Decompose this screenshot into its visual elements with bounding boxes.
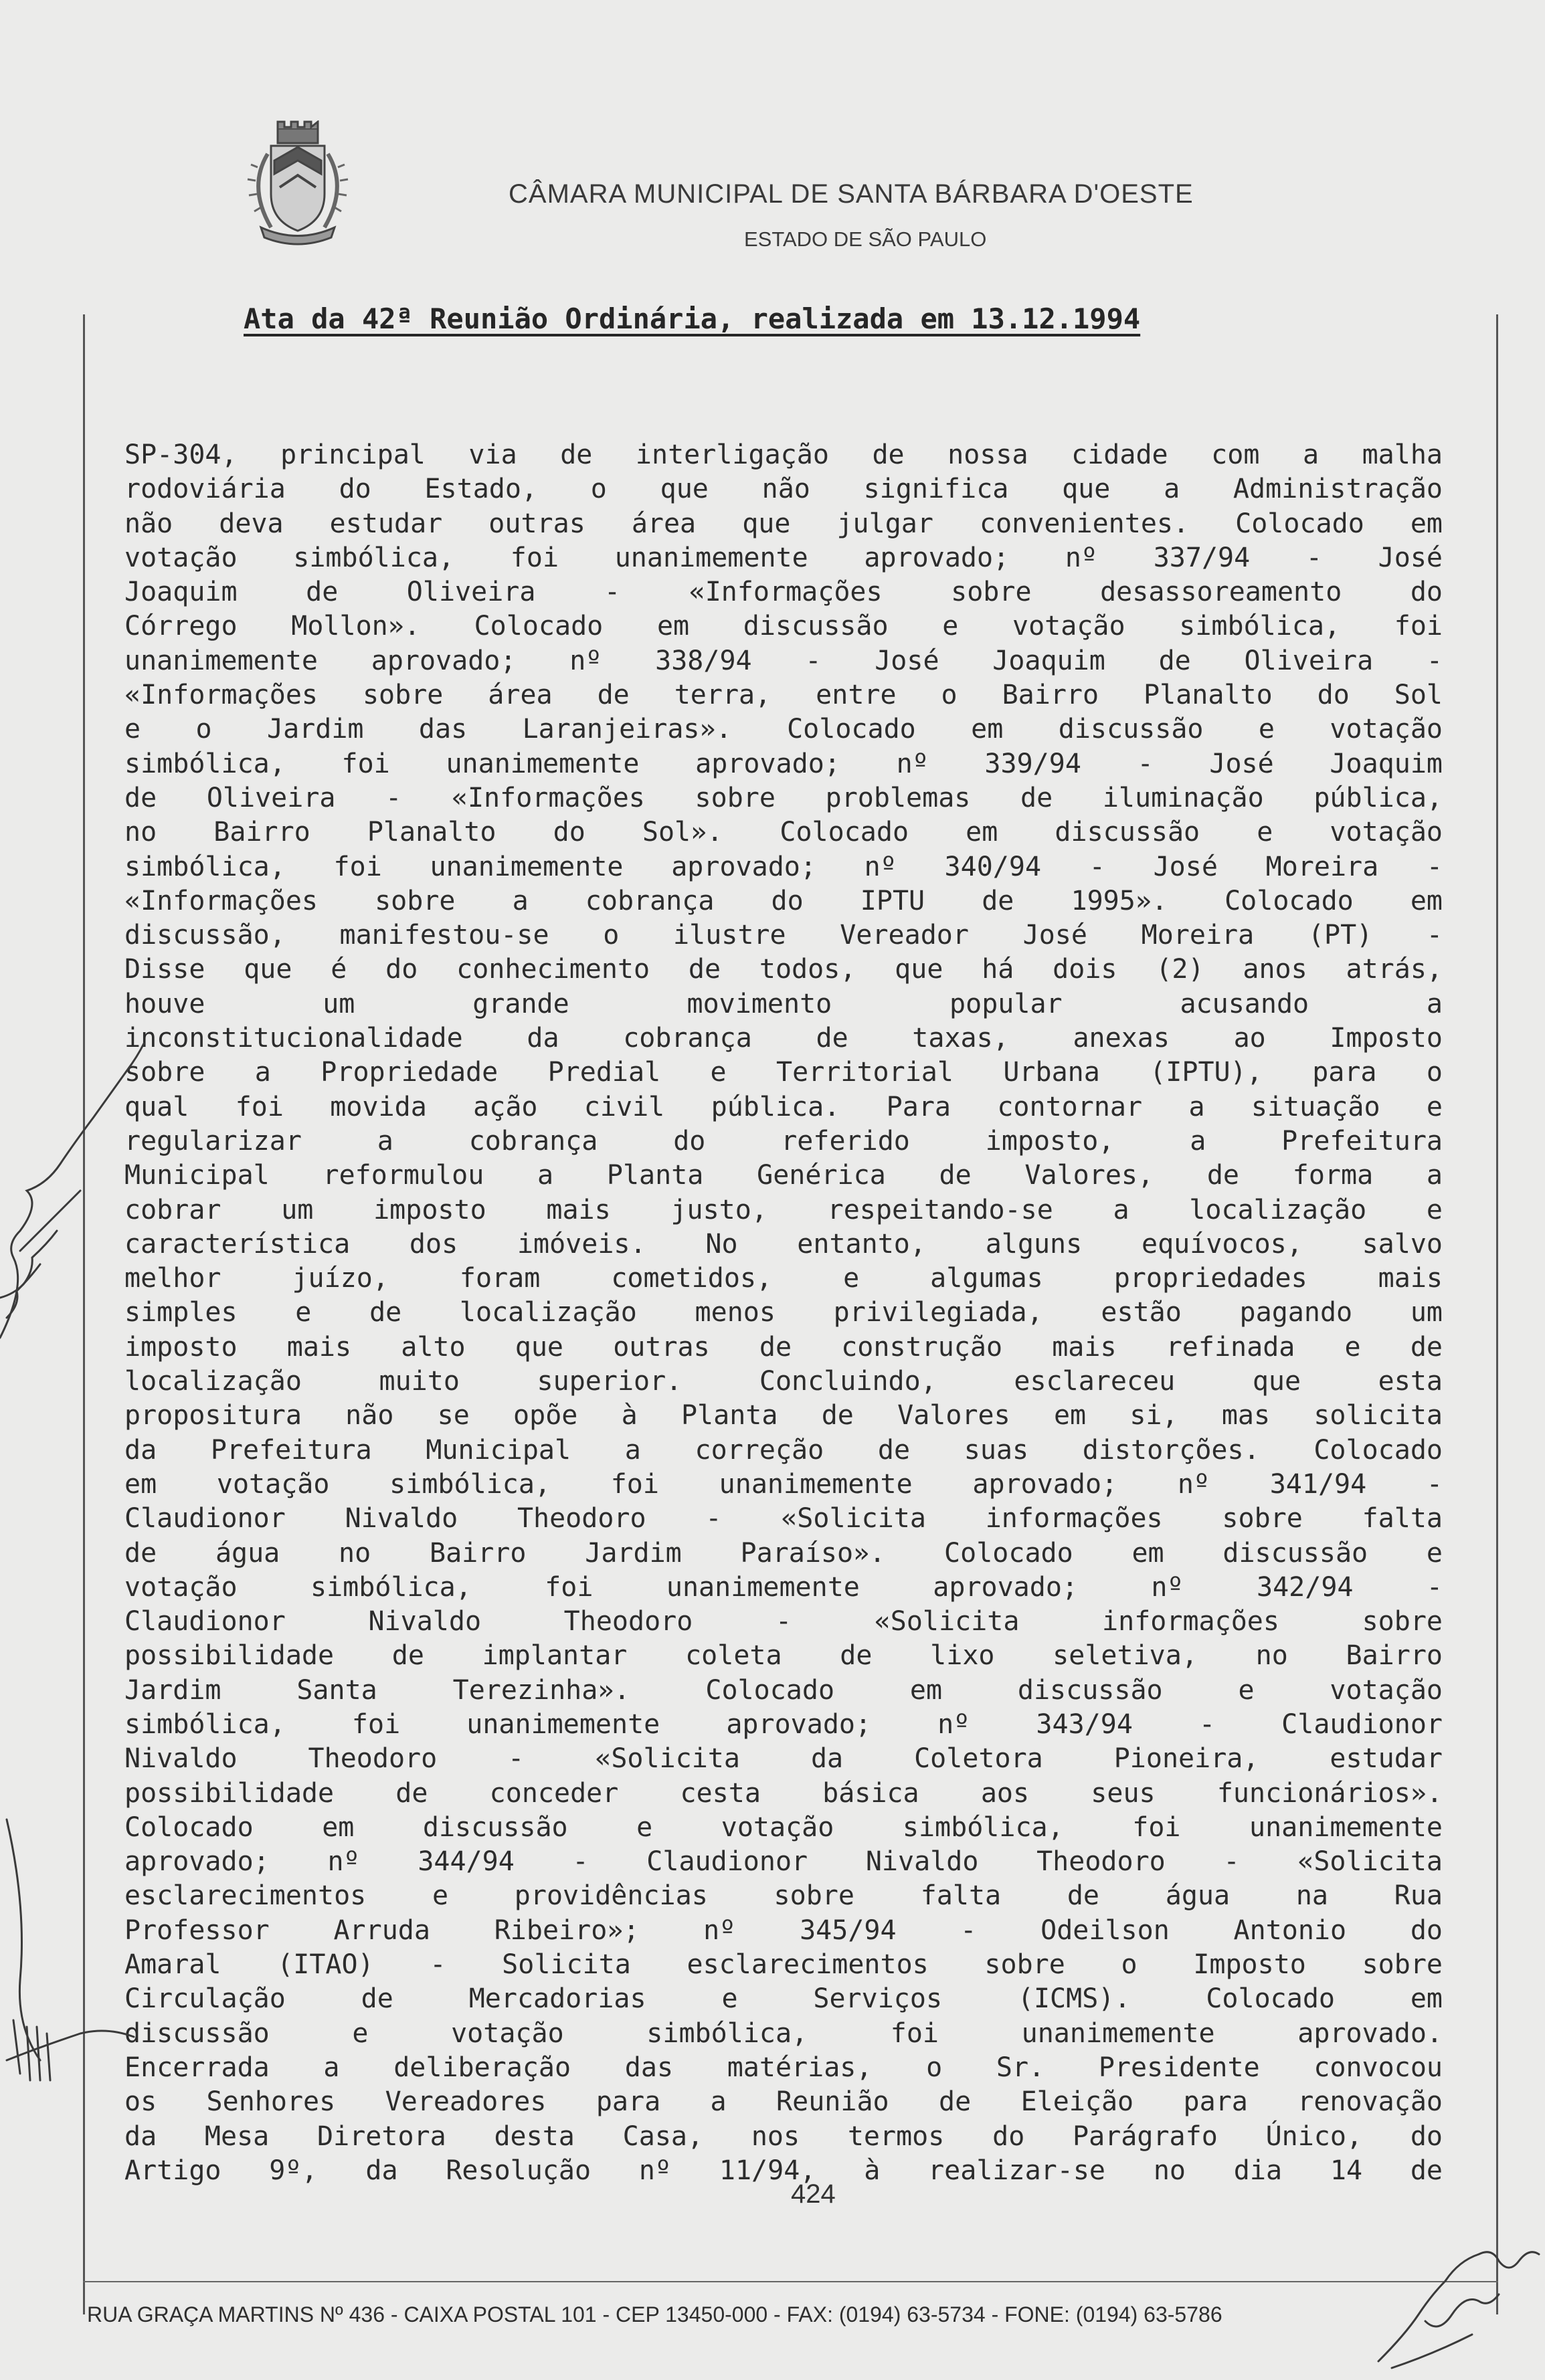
- body-line: SP-304, principal via de interligação de nossa cidade com a malha: [124, 439, 1443, 470]
- body-line: de Oliveira - «Informações sobre problemas de iluminação pública,: [124, 782, 1443, 813]
- body-line: simbólica, foi unanimemente aprovado; nº 339/94 - José Joaquim: [124, 748, 1443, 779]
- body-line: Jardim Santa Terezinha». Colocado em discussão e votação: [124, 1674, 1443, 1706]
- institution-name: CÂMARA MUNICIPAL DE SANTA BÁRBARA D'OESTE: [509, 179, 1194, 209]
- body-line: de água no Bairro Jardim Paraíso». Colocado em discussão e: [124, 1537, 1443, 1569]
- body-line: os Senhores Vereadores para a Reunião de Eleição para renovação: [124, 2086, 1443, 2118]
- body-line: esclarecimentos e providências sobre falta de água na Rua: [124, 1880, 1443, 1912]
- body-line: discussão, manifestou-se o ilustre Vereador José Moreira (PT) -: [124, 920, 1443, 951]
- body-line: Municipal reformulou a Planta Genérica de Valores, de forma a: [124, 1160, 1443, 1191]
- body-line: no Bairro Planalto do Sol». Colocado em discussão e votação: [124, 817, 1443, 848]
- page-number: 424: [791, 2179, 836, 2209]
- body-line: característica dos imóveis. No entanto, alguns equívocos, salvo: [124, 1228, 1443, 1260]
- body-line: melhor juízo, foram cometidos, e algumas propriedades mais: [124, 1263, 1443, 1294]
- body-line: inconstitucionalidade da cobrança de taxas, anexas ao Imposto: [124, 1023, 1443, 1054]
- body-line: em votação simbólica, foi unanimemente aprovado; nº 341/94 -: [124, 1468, 1443, 1500]
- body-line: cobrar um imposto mais justo, respeitando-se a localização e: [124, 1194, 1443, 1225]
- body-line: não deva estudar outras área que julgar convenientes. Colocado em: [124, 508, 1443, 539]
- right-margin-rule: [1496, 314, 1498, 2314]
- body-line: possibilidade de conceder cesta básica aos seus funcionários».: [124, 1777, 1443, 1809]
- institution-state: ESTADO DE SÃO PAULO: [744, 227, 987, 251]
- body-line: da Prefeitura Municipal a correção de suas distorções. Colocado: [124, 1434, 1443, 1466]
- body-line: Córrego Mollon». Colocado em discussão e votação simbólica, foi: [124, 611, 1443, 642]
- body-line: imposto mais alto que outras de construção mais refinada e de: [124, 1331, 1443, 1363]
- body-line: Amaral (ITAO) - Solicita esclarecimentos sobre o Imposto sobre: [124, 1949, 1443, 1981]
- body-line: Professor Arruda Ribeiro»; nº 345/94 - Odeilson Antonio do: [124, 1914, 1443, 1946]
- body-line: Disse que é do conhecimento de todos, que há dois (2) anos atrás,: [124, 954, 1443, 985]
- body-line: propositura não se opõe à Planta de Valores em si, mas solicita: [124, 1400, 1443, 1431]
- body-line: simbólica, foi unanimemente aprovado; nº 343/94 - Claudionor: [124, 1708, 1443, 1740]
- body-line: houve um grande movimento popular acusando a: [124, 988, 1443, 1019]
- body-line: qual foi movida ação civil pública. Para contornar a situação e: [124, 1091, 1443, 1122]
- minutes-body: [124, 438, 1443, 2188]
- body-line: e o Jardim das Laranjeiras». Colocado em discussão e votação: [124, 714, 1443, 745]
- coat-of-arms-icon: [241, 120, 355, 247]
- body-line: rodoviária do Estado, o que não significa que a Administração: [124, 474, 1443, 505]
- body-line: Artigo 9º, da Resolução nº 11/94, à realizar-se no dia 14 de: [124, 2155, 1443, 2186]
- body-line: regularizar a cobrança do referido imposto, a Prefeitura: [124, 1125, 1443, 1157]
- margin-initials-icon: [0, 1806, 147, 2141]
- body-line: «Informações sobre área de terra, entre o Bairro Planalto do Sol: [124, 680, 1443, 711]
- body-line: Encerrada a deliberação das matérias, o Sr. Presidente convocou: [124, 2052, 1443, 2083]
- minutes-heading: Ata da 42ª Reunião Ordinária, realizada em 13.12.1994: [244, 302, 1141, 335]
- body-line: Colocado em discussão e votação simbólica, foi unanimemente: [124, 1811, 1443, 1843]
- body-line: Claudionor Nivaldo Theodoro - «Solicita informações sobre: [124, 1606, 1443, 1638]
- body-line: discussão e votação simbólica, foi unanimemente aprovado.: [124, 2017, 1443, 2049]
- body-line: «Informações sobre a cobrança do IPTU de 1995». Colocado em: [124, 885, 1443, 916]
- body-line: localização muito superior. Concluindo, esclareceu que esta: [124, 1366, 1443, 1397]
- body-line: simples e de localização menos privilegiada, estão pagando um: [124, 1297, 1443, 1328]
- body-line: votação simbólica, foi unanimemente aprovado; nº 342/94 -: [124, 1571, 1443, 1603]
- body-line: sobre a Propriedade Predial e Territorial Urbana (IPTU), para o: [124, 1057, 1443, 1088]
- footer-rule: [83, 2281, 1498, 2282]
- body-line: possibilidade de implantar coleta de lixo seletiva, no Bairro: [124, 1640, 1443, 1672]
- body-line: Circulação de Mercadorias e Serviços (ICMS). Colocado em: [124, 1983, 1443, 2015]
- corner-signature-icon: [1365, 2201, 1545, 2380]
- body-line: da Mesa Diretora desta Casa, nos termos do Parágrafo Único, do: [124, 2120, 1443, 2152]
- body-line: simbólica, foi unanimemente aprovado; nº 340/94 - José Moreira -: [124, 851, 1443, 882]
- body-line: votação simbólica, foi unanimemente aprovado; nº 337/94 - José: [124, 542, 1443, 573]
- letterhead-footer-address: RUA GRAÇA MARTINS Nº 436 - CAIXA POSTAL 101 - CEP 13450-000 - FAX: (0194) 63-5734 - FONE: (0194) 63-5786: [87, 2302, 1222, 2326]
- body-line: unanimemente aprovado; nº 338/94 - José Joaquim de Oliveira -: [124, 645, 1443, 676]
- body-line: Nivaldo Theodoro - «Solicita da Coletora Pioneira, estudar: [124, 1743, 1443, 1775]
- margin-signature-icon: [0, 1030, 147, 1378]
- body-line: Joaquim de Oliveira - «Informações sobre desassoreamento do: [124, 577, 1443, 608]
- body-line: aprovado; nº 344/94 - Claudionor Nivaldo Theodoro - «Solicita: [124, 1846, 1443, 1878]
- body-line: Claudionor Nivaldo Theodoro - «Solicita informações sobre falta: [124, 1503, 1443, 1534]
